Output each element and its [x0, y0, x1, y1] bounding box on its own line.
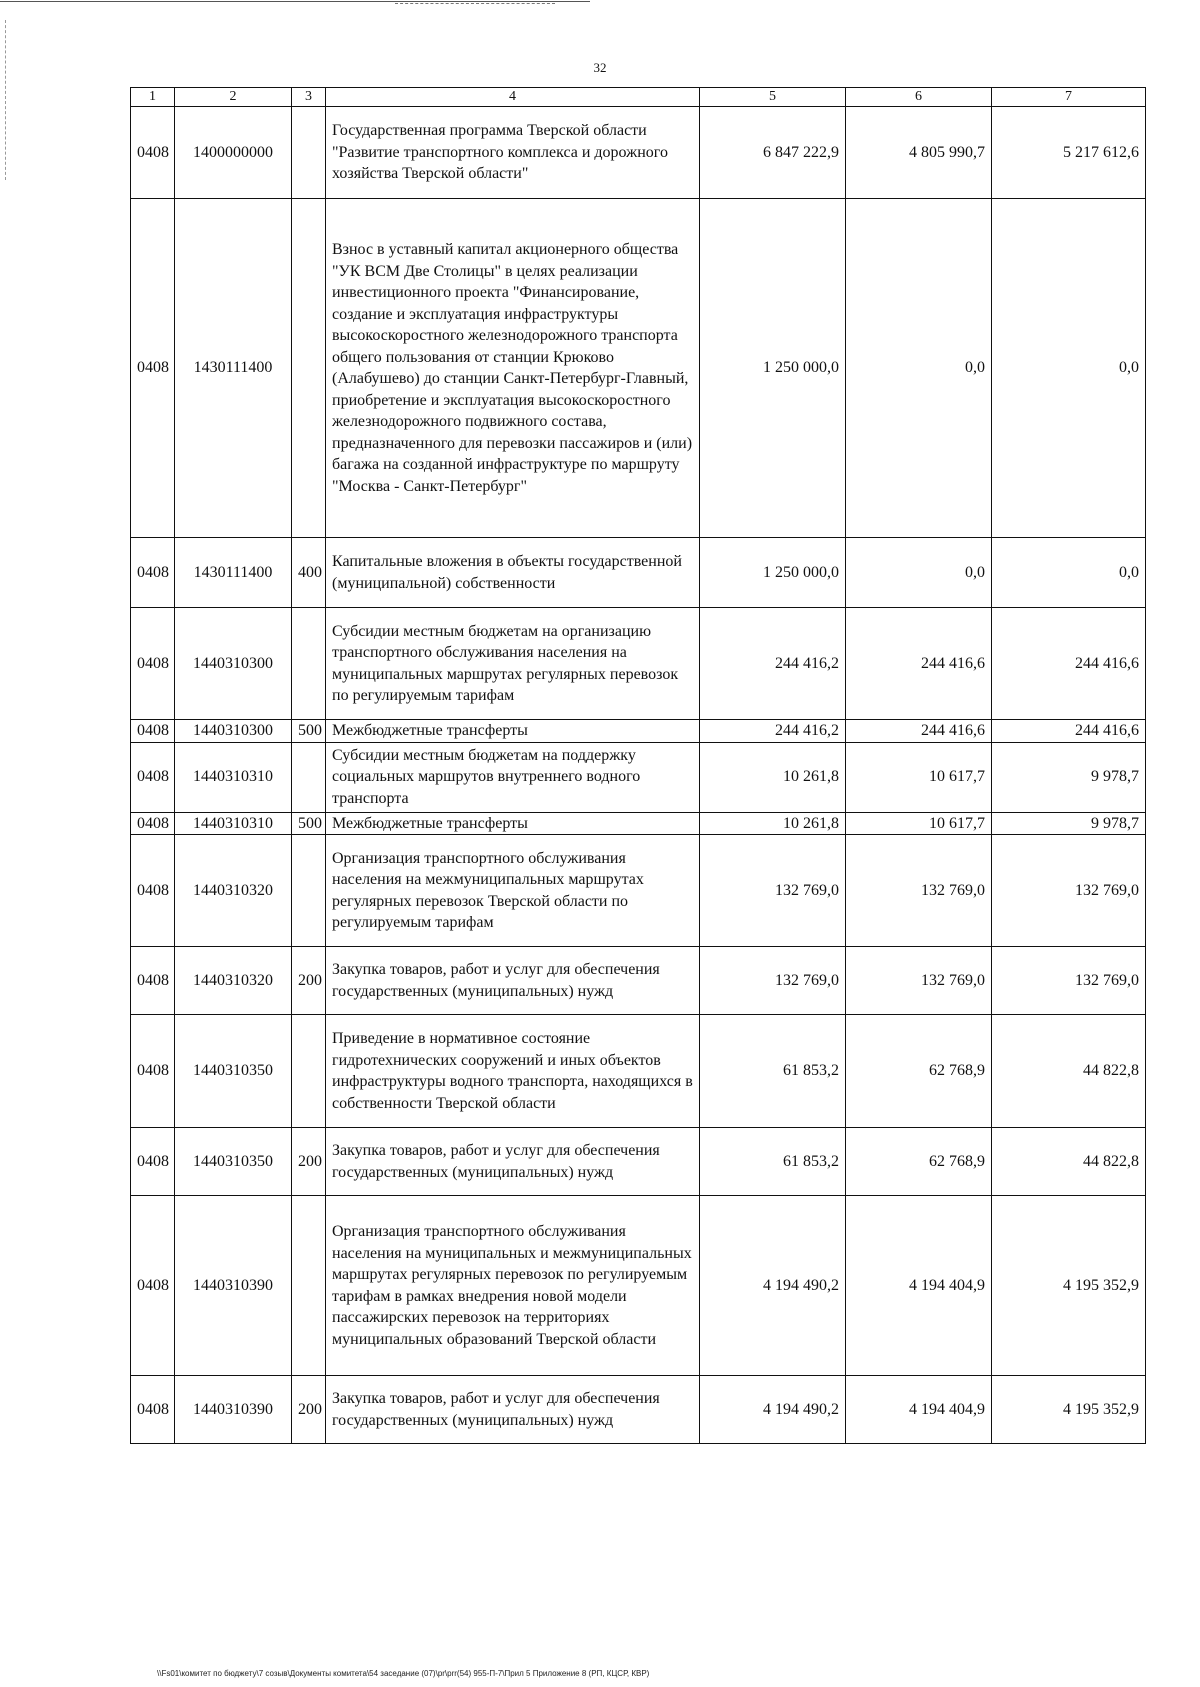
expense-type-code	[292, 608, 326, 720]
page-number: 32	[593, 60, 607, 75]
amount-col6: 62 768,9	[846, 1128, 992, 1196]
amount-col5: 6 847 222,9	[700, 107, 846, 199]
expense-type-code: 200	[292, 1376, 326, 1444]
table-row	[131, 1376, 1146, 1444]
item-name: Закупка товаров, работ и услуг для обеспечения государственных (муниципальных) нужд	[326, 1128, 700, 1196]
section-code: 0408	[131, 720, 175, 743]
table-row	[131, 1015, 1146, 1128]
amount-col5: 10 261,8	[700, 812, 846, 835]
amount-col6: 62 768,9	[846, 1015, 992, 1128]
amount-col5: 132 769,0	[700, 947, 846, 1015]
section-code: 0408	[131, 1196, 175, 1376]
amount-col7: 44 822,8	[992, 1128, 1146, 1196]
expense-type-code	[292, 1196, 326, 1376]
table-row	[131, 107, 1146, 199]
item-name: Организация транспортного обслуживания населения на муниципальных и межмуниципальных маршрутах регулярных перевозок по регулируемым тарифам в рамках внедрения новой модели пассажирских перевозок на территориях муниципальных образований Тверской области	[326, 1196, 700, 1376]
section-code: 0408	[131, 1376, 175, 1444]
amount-col7: 4 195 352,9	[992, 1376, 1146, 1444]
expense-type-code	[292, 107, 326, 199]
section-code: 0408	[131, 608, 175, 720]
amount-col5: 61 853,2	[700, 1128, 846, 1196]
amount-col7: 9 978,7	[992, 742, 1146, 812]
expense-type-code: 500	[292, 812, 326, 835]
amount-col7: 44 822,8	[992, 1015, 1146, 1128]
amount-col5: 132 769,0	[700, 835, 846, 947]
column-number-row	[131, 88, 1146, 107]
amount-col5: 61 853,2	[700, 1015, 846, 1128]
target-article-code: 1440310390	[175, 1196, 292, 1376]
amount-col7: 244 416,6	[992, 608, 1146, 720]
amount-col5: 10 261,8	[700, 742, 846, 812]
target-article-code: 1440310350	[175, 1128, 292, 1196]
table-row	[131, 812, 1146, 835]
section-code: 0408	[131, 812, 175, 835]
amount-col6: 4 194 404,9	[846, 1196, 992, 1376]
column-number: 6	[846, 88, 992, 107]
budget-table	[130, 87, 1146, 1444]
scan-margin-marks	[5, 20, 6, 180]
section-code: 0408	[131, 107, 175, 199]
target-article-code: 1440310390	[175, 1376, 292, 1444]
column-number: 7	[992, 88, 1146, 107]
expense-type-code	[292, 1015, 326, 1128]
amount-col6: 132 769,0	[846, 947, 992, 1015]
expense-type-code	[292, 835, 326, 947]
column-number: 3	[292, 88, 326, 107]
target-article-code: 1430111400	[175, 199, 292, 538]
table-row	[131, 1196, 1146, 1376]
amount-col6: 244 416,6	[846, 608, 992, 720]
amount-col7: 132 769,0	[992, 947, 1146, 1015]
item-name: Закупка товаров, работ и услуг для обеспечения государственных (муниципальных) нужд	[326, 1376, 700, 1444]
section-code: 0408	[131, 538, 175, 608]
item-name: Взнос в уставный капитал акционерного общества "УК ВСМ Две Столицы" в целях реализации инвестиционного проекта "Финансирование, создание и эксплуатация инфраструктуры высокоскоростного железнодорожного транспорта общего пользования от станции Крюково (Алабушево) до станции Санкт-Петербург-Главный, приобретение и эксплуатация высокоскоростного железнодорожного подвижного состава, предназначенного для перевозки пассажиров и (или) багажа на созданной инфраструктуре по маршруту "Москва - Санкт-Петербург"	[326, 199, 700, 538]
amount-col7: 5 217 612,6	[992, 107, 1146, 199]
item-name: Капитальные вложения в объекты государственной (муниципальной) собственности	[326, 538, 700, 608]
section-code: 0408	[131, 1015, 175, 1128]
column-number: 1	[131, 88, 175, 107]
item-name: Приведение в нормативное состояние гидротехнических сооружений и иных объектов инфраструктуры водного транспорта, находящихся в собственности Тверской области	[326, 1015, 700, 1128]
expense-type-code	[292, 742, 326, 812]
amount-col5: 1 250 000,0	[700, 199, 846, 538]
amount-col5: 244 416,2	[700, 720, 846, 743]
amount-col5: 4 194 490,2	[700, 1376, 846, 1444]
amount-col7: 0,0	[992, 538, 1146, 608]
section-code: 0408	[131, 742, 175, 812]
item-name: Субсидии местным бюджетам на поддержку социальных маршрутов внутреннего водного транспорта	[326, 742, 700, 812]
expense-type-code: 200	[292, 1128, 326, 1196]
expense-type-code	[292, 199, 326, 538]
target-article-code: 1440310310	[175, 742, 292, 812]
amount-col6: 0,0	[846, 199, 992, 538]
amount-col6: 10 617,7	[846, 812, 992, 835]
file-path-footer: \\Fs01\комитет по бюджету\7 созыв\Документы комитета\54 заседание (07)\pr\prr(54) 955-П-7\Прил 5 Приложение 8 (РП, КЦСР, КВР)	[157, 1669, 650, 1678]
target-article-code: 1440310300	[175, 608, 292, 720]
amount-col5: 4 194 490,2	[700, 1196, 846, 1376]
scan-edge-line	[0, 1, 590, 2]
scan-edge-dash	[395, 3, 555, 4]
table-row	[131, 199, 1146, 538]
table-row	[131, 538, 1146, 608]
item-name: Государственная программа Тверской области "Развитие транспортного комплекса и дорожного хозяйства Тверской области"	[326, 107, 700, 199]
target-article-code: 1440310320	[175, 947, 292, 1015]
column-number: 5	[700, 88, 846, 107]
amount-col6: 244 416,6	[846, 720, 992, 743]
target-article-code: 1440310320	[175, 835, 292, 947]
table-row	[131, 608, 1146, 720]
amount-col7: 4 195 352,9	[992, 1196, 1146, 1376]
amount-col6: 0,0	[846, 538, 992, 608]
amount-col6: 4 805 990,7	[846, 107, 992, 199]
expense-type-code: 400	[292, 538, 326, 608]
amount-col7: 244 416,6	[992, 720, 1146, 743]
expense-type-code: 200	[292, 947, 326, 1015]
target-article-code: 1400000000	[175, 107, 292, 199]
column-number: 4	[326, 88, 700, 107]
item-name: Межбюджетные трансферты	[326, 720, 700, 743]
amount-col7: 132 769,0	[992, 835, 1146, 947]
amount-col6: 132 769,0	[846, 835, 992, 947]
section-code: 0408	[131, 835, 175, 947]
section-code: 0408	[131, 947, 175, 1015]
section-code: 0408	[131, 1128, 175, 1196]
table-row	[131, 835, 1146, 947]
amount-col7: 9 978,7	[992, 812, 1146, 835]
item-name: Межбюджетные трансферты	[326, 812, 700, 835]
expense-type-code: 500	[292, 720, 326, 743]
target-article-code: 1440310300	[175, 720, 292, 743]
amount-col6: 4 194 404,9	[846, 1376, 992, 1444]
section-code: 0408	[131, 199, 175, 538]
amount-col6: 10 617,7	[846, 742, 992, 812]
amount-col5: 1 250 000,0	[700, 538, 846, 608]
table-row	[131, 947, 1146, 1015]
amount-col7: 0,0	[992, 199, 1146, 538]
item-name: Организация транспортного обслуживания населения на межмуниципальных маршрутах регулярных перевозок Тверской области по регулируемым тарифам	[326, 835, 700, 947]
column-number: 2	[175, 88, 292, 107]
target-article-code: 1440310350	[175, 1015, 292, 1128]
item-name: Субсидии местным бюджетам на организацию транспортного обслуживания населения на муниципальных маршрутах регулярных перевозок по регулируемым тарифам	[326, 608, 700, 720]
target-article-code: 1440310310	[175, 812, 292, 835]
item-name: Закупка товаров, работ и услуг для обеспечения государственных (муниципальных) нужд	[326, 947, 700, 1015]
table-row	[131, 720, 1146, 743]
table-row	[131, 742, 1146, 812]
table-row	[131, 1128, 1146, 1196]
target-article-code: 1430111400	[175, 538, 292, 608]
amount-col5: 244 416,2	[700, 608, 846, 720]
